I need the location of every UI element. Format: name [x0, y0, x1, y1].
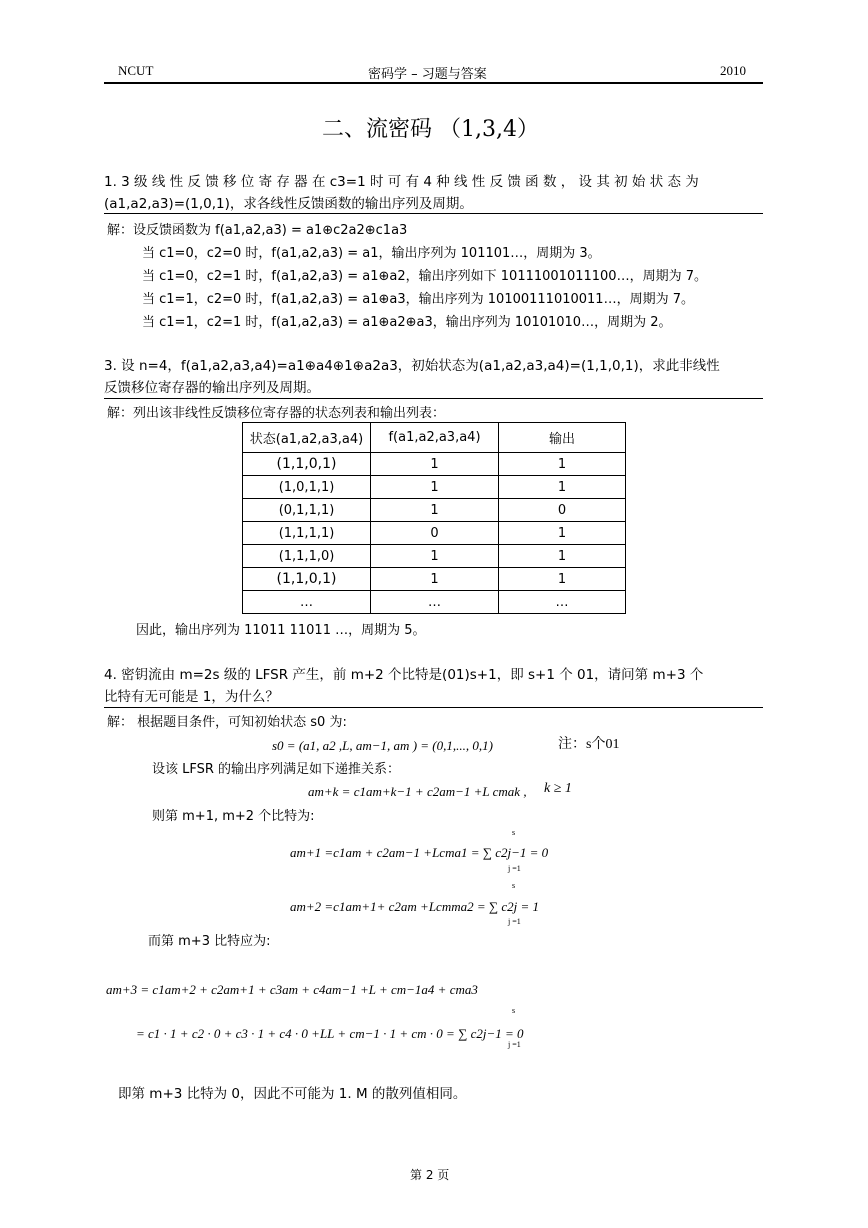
table-header-cell: f(a1,a2,a3,a4) [371, 423, 499, 453]
header-right: 2010 [720, 63, 746, 78]
table-row [243, 591, 626, 614]
table-header-cell: 状态(a1,a2,a3,a4) [243, 423, 371, 453]
table-row [243, 522, 626, 545]
q4-bits-intro: 则第 m+1, m+2 个比特为: [152, 809, 315, 824]
table-row [243, 499, 626, 522]
table-cell: (1,1,0,1) [243, 453, 371, 476]
table-cell: 0 [371, 522, 499, 545]
table-cell: 1 [499, 476, 626, 499]
header-center: 密码学 – 习题与答案 [368, 67, 487, 82]
table-cell: 1 [371, 476, 499, 499]
table-cell: 0 [499, 499, 626, 522]
q1-solution-intro: 解：设反馈函数为 f(a1,a2,a3) = a1⊕c2a2⊕c1a3 [107, 223, 408, 238]
eq-bit-m3-line1: am+3 = c1am+2 + c2am+1 + c3am + c4am−1 +L + cm−1a4 + cma3 [106, 982, 478, 997]
q4-text-line2: 比特有无可能是 1，为什么？ [104, 689, 279, 705]
table-cell: (1,1,0,1) [243, 568, 371, 591]
note-s-pairs: 注：s个01 [558, 737, 620, 752]
section-title: 二、流密码 （1,3,4） [322, 117, 539, 142]
q1-case-4: 当 c1=1，c2=1 时，f(a1,a2,a3) = a1⊕a2⊕a3，输出序列为 10101010…，周期为 2。 [142, 315, 672, 330]
table-cell: 1 [499, 453, 626, 476]
table-row [243, 568, 626, 591]
page-number: 第 2 页 [410, 1168, 450, 1182]
table-cell: 1 [371, 545, 499, 568]
eq-initial-state: s0 = (a1, a2 ,L, am−1, am ) = (0,1,..., 0,1) [272, 738, 493, 753]
q3-rule [104, 398, 763, 399]
header-left: NCUT [118, 63, 154, 78]
eq-bit-m3-line2: = c1 · 1 + c2 · 0 + c3 · 1 + c4 · 0 +LL + cm−1 · 1 + cm · 0 = ∑ c2j−1 = 0 [136, 1026, 524, 1041]
table-cell: 1 [499, 545, 626, 568]
sum-lower-limit: j =1 [508, 864, 521, 873]
q4-solution-intro: 解： 根据题目条件，可知初始状态 s0 为: [107, 715, 347, 730]
state-table [242, 422, 626, 614]
table-cell: 1 [499, 522, 626, 545]
q3-solution-intro: 解：列出该非线性反馈移位寄存器的状态列表和输出列表： [107, 406, 446, 421]
table-cell: 1 [371, 499, 499, 522]
table-cell: … [243, 591, 371, 614]
table-cell: (0,1,1,1) [243, 499, 371, 522]
table-row [243, 545, 626, 568]
table-cell: 1 [371, 568, 499, 591]
table-cell: (1,1,1,1) [243, 522, 371, 545]
sum-lower-limit: j =1 [508, 917, 521, 926]
sum-lower-limit: j =1 [508, 1040, 521, 1049]
k-condition: k ≥ 1 [544, 781, 572, 796]
table-row [243, 476, 626, 499]
eq-bit-m1: am+1 =c1am + c2am−1 +Lcma1 = ∑ c2j−1 = 0 [290, 845, 549, 860]
sum-upper-limit: s [512, 1006, 516, 1015]
table-cell: (1,1,1,0) [243, 545, 371, 568]
sum-upper-limit: s [512, 881, 516, 890]
q3-text-line2: 反馈移位寄存器的输出序列及周期。 [104, 380, 320, 396]
q4-recurrence-intro: 设该 LFSR 的输出序列满足如下递推关系： [152, 762, 401, 777]
table-cell: 1 [499, 568, 626, 591]
eq-recurrence: am+k = c1am+k−1 + c2am−1 +L cmak , [308, 784, 527, 799]
header-rule [104, 82, 763, 84]
q1-text-line2: (a1,a2,a3)=(1,0,1)，求各线性反馈函数的输出序列及周期。 [104, 196, 473, 212]
table-cell: … [499, 591, 626, 614]
q1-case-3: 当 c1=1，c2=0 时，f(a1,a2,a3) = a1⊕a3，输出序列为 10100111010011…，周期为 7。 [142, 292, 694, 307]
q1-case-2: 当 c1=0，c2=1 时，f(a1,a2,a3) = a1⊕a2，输出序列如下 10111001011100…，周期为 7。 [142, 269, 707, 284]
q3-conclusion: 因此，输出序列为 11011 11011 …，周期为 5。 [136, 623, 426, 638]
table-cell: … [371, 591, 499, 614]
q4-m3-intro: 而第 m+3 比特应为: [148, 934, 271, 949]
q3-text-line1: 3. 设 n=4，f(a1,a2,a3,a4)=a1⊕a4⊕1⊕a2a3，初始状态为(a1,a2,a3,a4)=(1,1,0,1)，求此非线性 [104, 358, 720, 374]
q1-rule [104, 213, 763, 214]
eq-bit-m2: am+2 =c1am+1+ c2am +Lcmma2 = ∑ c2j = 1 [290, 899, 540, 914]
table-row [243, 453, 626, 476]
q4-text-line1: 4. 密钥流由 m=2s 级的 LFSR 产生，前 m+2 个比特是(01)s+1，即 s+1 个 01，请问第 m+3 个 [104, 667, 704, 683]
q4-rule [104, 707, 763, 708]
q4-final: 即第 m+3 比特为 0，因此不可能为 1. M 的散列值相同。 [118, 1086, 467, 1102]
q1-case-1: 当 c1=0，c2=0 时，f(a1,a2,a3) = a1，输出序列为 101101…，周期为 3。 [142, 246, 601, 261]
table-cell: 1 [371, 453, 499, 476]
sum-upper-limit: s [512, 828, 516, 837]
table-cell: (1,0,1,1) [243, 476, 371, 499]
table-header-cell: 输出 [499, 423, 626, 453]
table-header-row [243, 423, 626, 453]
q1-text-line1: 1. 3 级 线 性 反 馈 移 位 寄 存 器 在 c3=1 时 可 有 4 种 线 性 反 馈 函 数 ， 设 其 初 始 状 态 为 [104, 174, 699, 190]
